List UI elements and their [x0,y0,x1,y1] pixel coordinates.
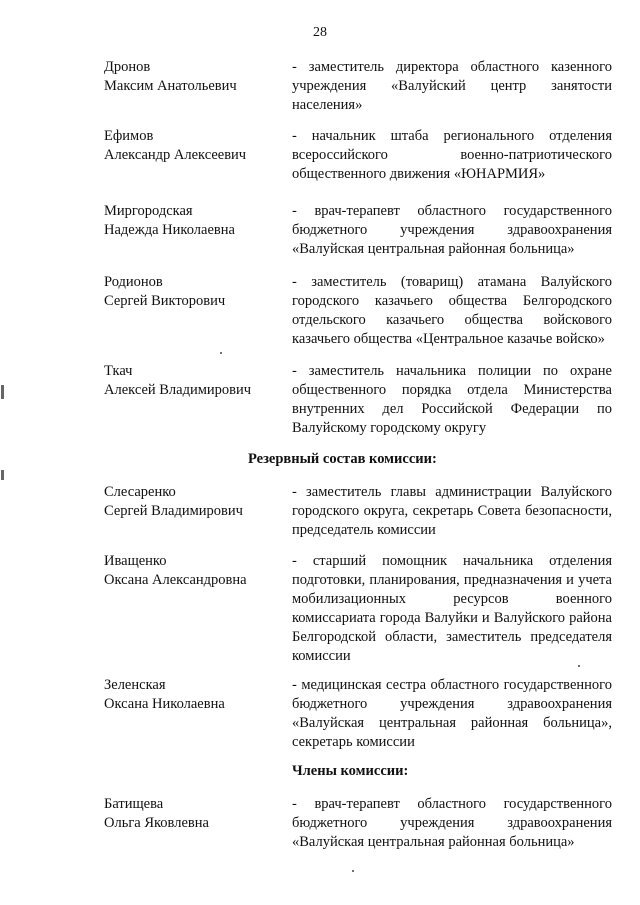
member-name [104,127,284,165]
member-role: - заместитель начальника полиции по охране общественного порядка отдела Министерства внутренних дел Российской Федерации по Валуйскому городскому округу [292,363,612,436]
scan-edge-mark [1,385,4,399]
member-role: - заместитель директора областного казенного учреждения «Валуйский центр занятости населения» [292,59,612,113]
reserve-surname: Иващенко [104,553,167,569]
member-name [104,273,284,311]
member-surname: Ткач [104,363,133,379]
member-surname: Дронов [104,59,151,75]
member-surname: Родионов [104,274,163,290]
reserve-surname: Слесаренко [104,484,176,500]
member-given-name: Максим Анатольевич [104,78,237,94]
reserve-member-name [104,795,284,833]
members-heading: Члены комиссии: [292,763,409,779]
reserve-member-given-name: Ольга Яковлевна [104,815,209,831]
reserve-role: - заместитель главы администрации Валуйского городского округа, секретарь Совета безопасности, председатель комиссии [292,484,612,538]
member-role: - врач-терапевт областного государственного бюджетного учреждения здравоохранения «Валуйская центральная районная больница» [292,203,612,257]
reserve-heading: Резервный состав комиссии: [248,451,437,467]
member-given-name: Алексей Владимирович [104,382,252,398]
member-given-name: Надежда Николаевна [104,222,235,238]
member-surname: Миргородская [104,203,193,219]
reserve-given-name: Сергей Владимирович [104,503,243,519]
scan-speck [352,870,354,872]
member-role: - заместитель (товарищ) атамана Валуйского городского казачьего общества Белгородского отдельского казачьего общества войскового казачьего общества «Центральное казачье войско» [292,274,612,347]
scan-speck [578,665,580,667]
reserve-member-role: - врач-терапевт областного государственного бюджетного учреждения здравоохранения «Валуйская центральная районная больница» [292,796,612,850]
scan-edge-mark [1,470,4,480]
reserve-name [104,483,284,521]
reserve-surname: Зеленская [104,677,166,693]
reserve-member-surname: Батищева [104,796,164,812]
reserve-given-name: Оксана Александровна [104,572,247,588]
member-given-name: Сергей Викторович [104,293,226,309]
member-name [104,58,284,96]
page-number: 28 [313,25,327,40]
reserve-name [104,676,284,714]
reserve-role: - медицинская сестра областного государственного бюджетного учреждения здравоохранения «Валуйская центральная районная больница», секретарь комиссии [292,677,612,750]
reserve-given-name: Оксана Николаевна [104,696,225,712]
reserve-role: - старший помощник начальника отделения подготовки, планирования, предназначения и учета мобилизационных ресурсов военного комиссариата города Валуйки и Валуйского района Белгородской области, заместитель председателя комиссии [292,553,612,664]
reserve-name [104,552,284,590]
member-surname: Ефимов [104,128,154,144]
member-role: - начальник штаба регионального отделения всероссийского военно-патриотического общественного движения «ЮНАРМИЯ» [292,128,612,182]
member-name [104,362,284,400]
scan-speck [220,352,222,354]
member-name [104,202,284,240]
member-given-name: Александр Алексеевич [104,147,247,163]
